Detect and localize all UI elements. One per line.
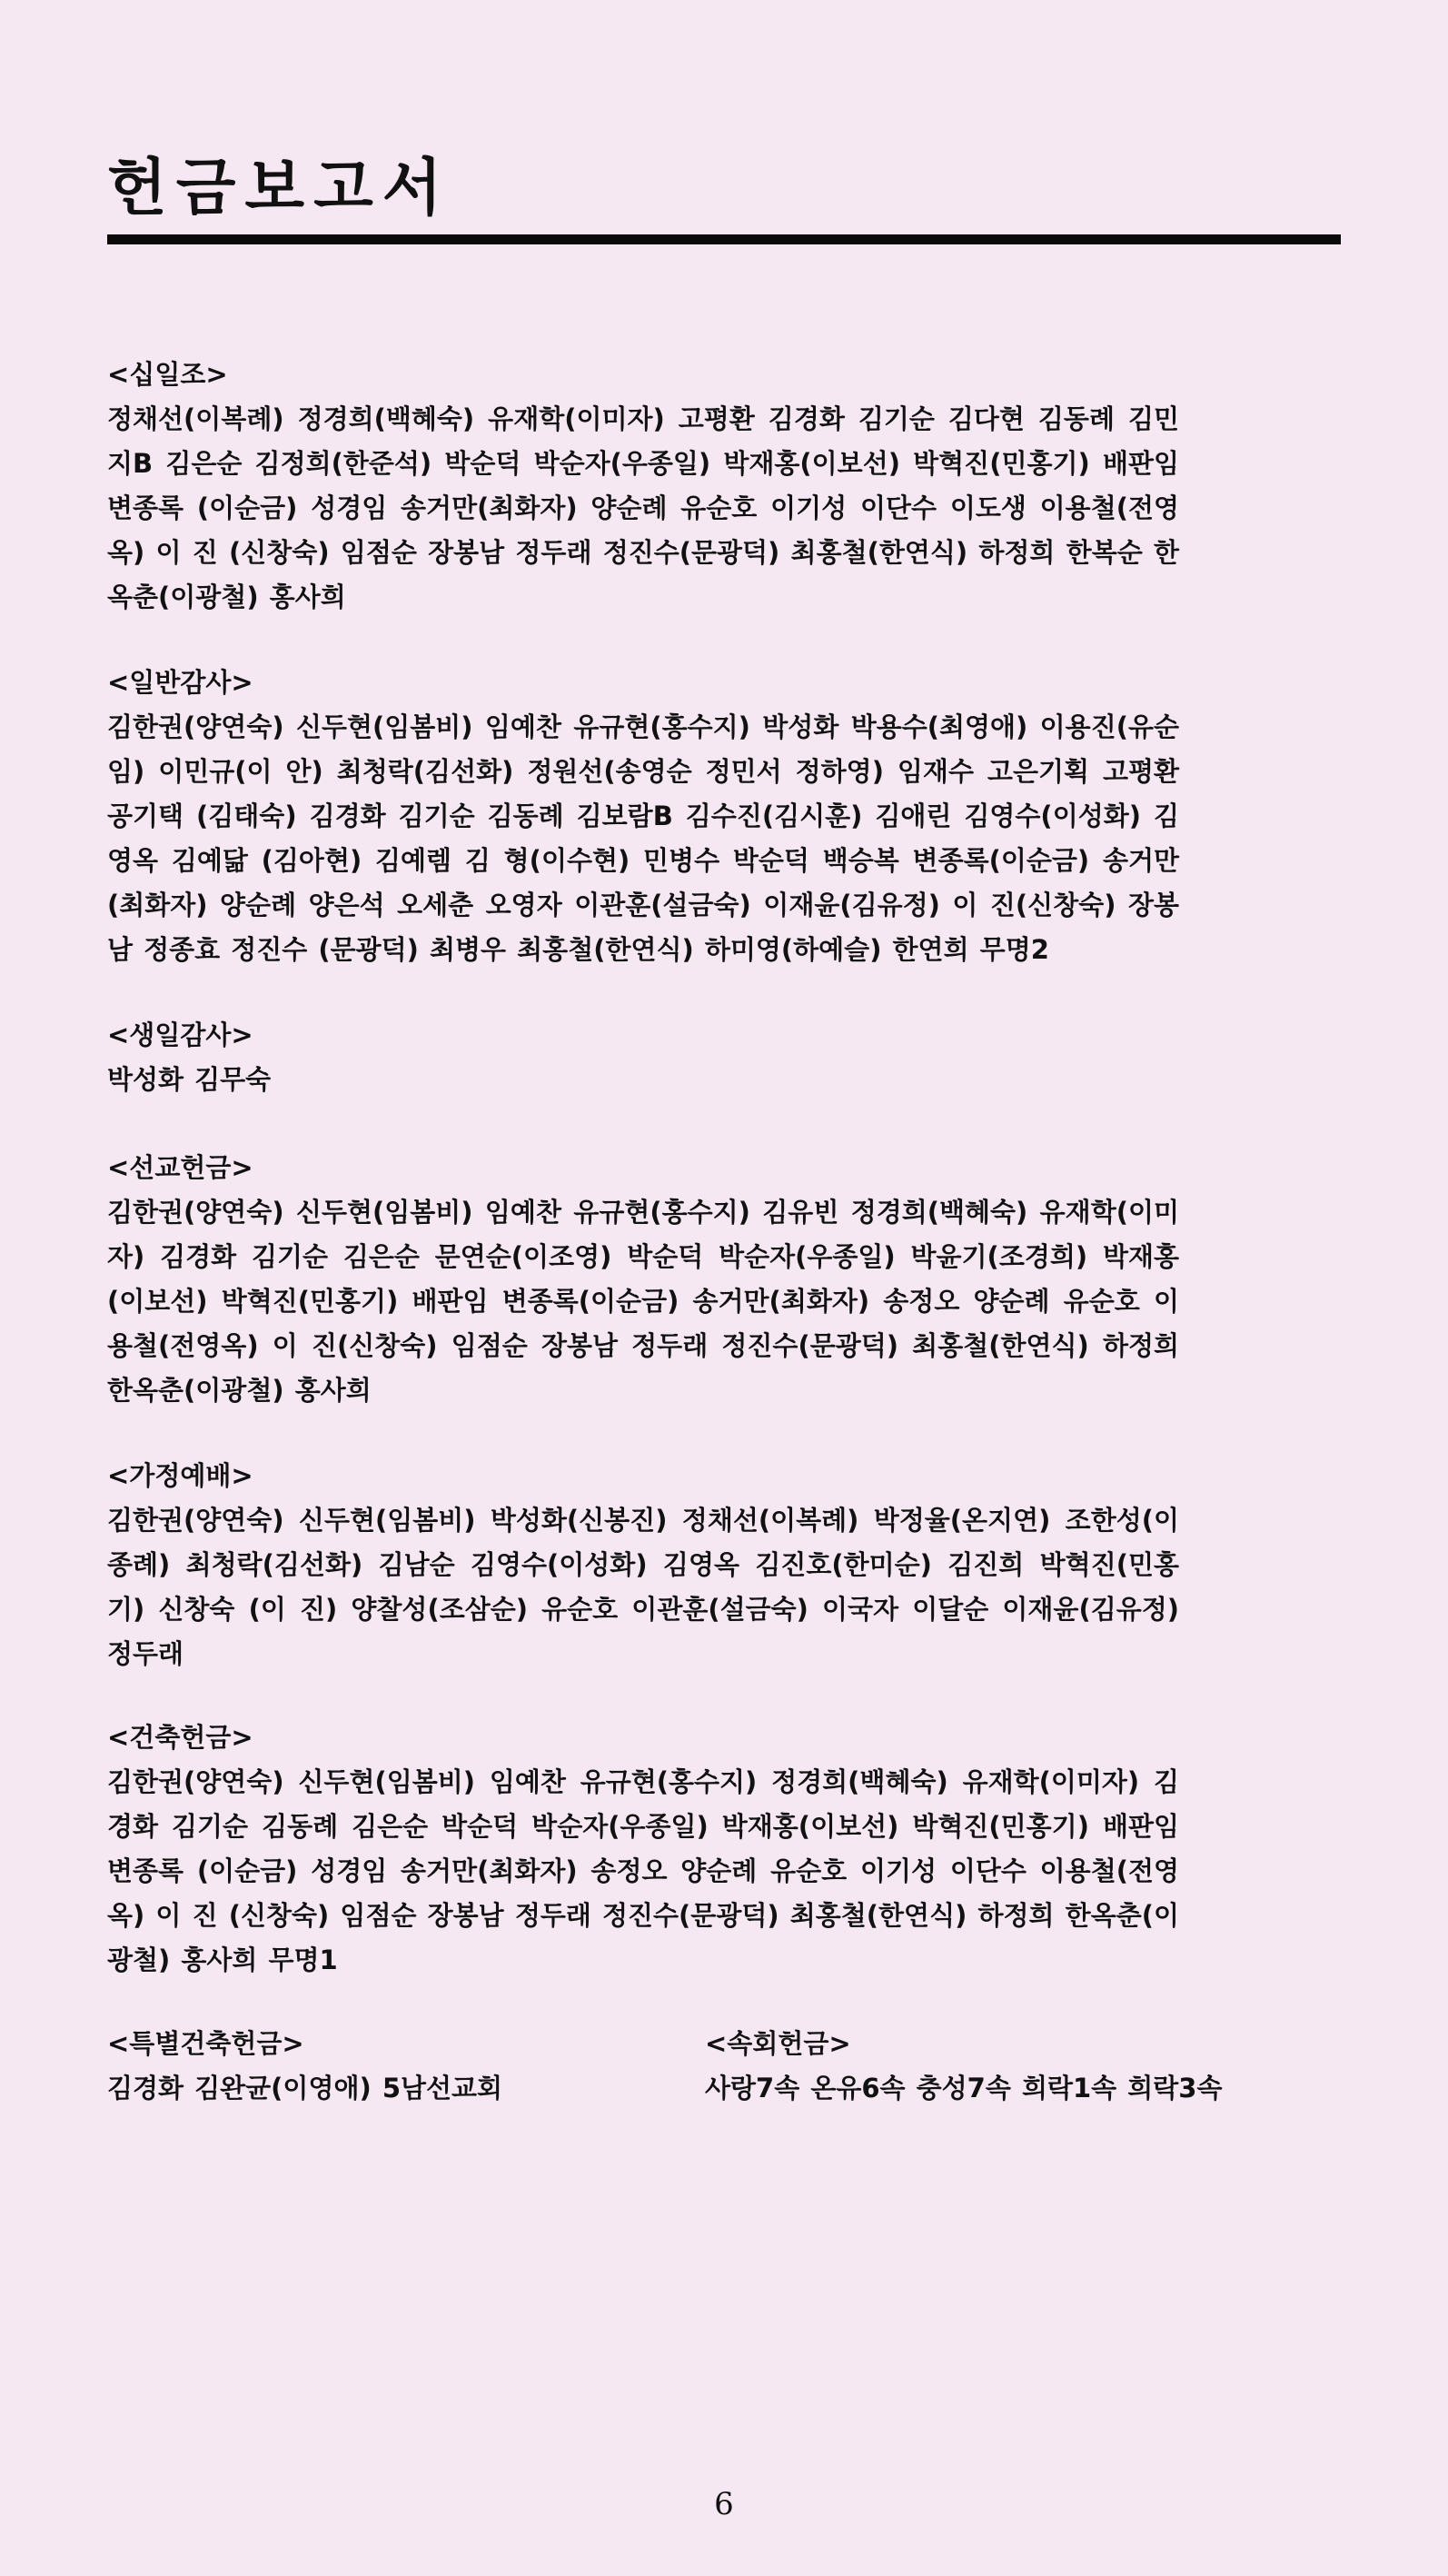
- donor-list: 김한권(양연숙) 신두현(임봄비) 임예찬 유규현(홍수지) 정경희(백혜숙) 유재학(이미자) 김경화 김기순 김동례 김은순 박순덕 박순자(우종일) 박재홍(이보선) 박혁진(민홍기) 배판임 변종록 (이순금) 성경임 송거만(최화자) 송정오 양순례 유순호 이기성 이단수 이용철(전영옥) 이 진 (신창숙) 임점순 장봉남 정두래 정진수(문광덕) 최홍철(한연식) 하정희 한옥춘(이광철) 홍사희 무명1: [107, 1766, 1179, 1975]
- section-special-building: [107, 2022, 652, 2111]
- section-heading: <일반감사>: [107, 667, 253, 698]
- section-general-thanks: [107, 661, 1179, 972]
- section-heading: <속회헌금>: [705, 2028, 851, 2059]
- donor-list: 정채선(이복례) 정경희(백혜숙) 유재학(이미자) 고평환 김경화 김기순 김다현 김동례 김민지B 김은순 김정희(한준석) 박순덕 박순자(우종일) 박재홍(이보선) 박혁진(민홍기) 배판임 변종록 (이순금) 성경임 송거만(최화자) 양순례 유순호 이기성 이단수 이도생 이용철(전영옥) 이 진 (신창숙) 임점순 장봉남 정두래 정진수(문광덕) 최홍철(한연식) 하정희 한복순 한옥춘(이광철) 홍사희: [107, 403, 1179, 612]
- section-building: [107, 1716, 1179, 1983]
- donor-list: 김한권(양연숙) 신두현(임봄비) 임예찬 유규현(홍수지) 김유빈 정경희(백혜숙) 유재학(이미자) 김경화 김기순 김은순 문연순(이조영) 박순덕 박순자(우종일) 박윤기(조경희) 박재홍(이보선) 박혁진(민홍기) 배판임 변종록(이순금) 송거만(최화자) 송정오 양순례 유순호 이용철(전영옥) 이 진(신창숙) 임점순 장봉남 정두래 정진수(문광덕) 최홍철(한연식) 하정희 한옥춘(이광철) 홍사희: [107, 1197, 1179, 1406]
- donor-list: 김한권(양연숙) 신두현(임봄비) 박성화(신봉진) 정채선(이복례) 박정율(온지연) 조한성(이종례) 최청락(김선화) 김남순 김영수(이성화) 김영옥 김진호(한미순) 김진희 박혁진(민홍기) 신창숙 (이 진) 양찰성(조삼순) 유순호 이관훈(설금숙) 이국자 이달순 이재윤(김유정) 정두래: [107, 1505, 1179, 1669]
- section-heading: <십일조>: [107, 359, 228, 390]
- section-tithe: [107, 353, 1179, 620]
- section-fellowship: [705, 2022, 1250, 2111]
- section-birthday-thanks: [107, 1013, 1179, 1102]
- title-underline: [107, 234, 1341, 244]
- section-mission: [107, 1146, 1179, 1413]
- page-number: 6: [714, 2486, 734, 2522]
- section-heading: <특별건축헌금>: [107, 2028, 304, 2059]
- donor-list: 사랑7속 온유6속 충성7속 희락1속 희락3속: [705, 2073, 1223, 2104]
- section-heading: <가정예배>: [107, 1460, 253, 1491]
- donor-list: 박성화 김무숙: [107, 1064, 272, 1095]
- section-heading: <건축헌금>: [107, 1722, 253, 1753]
- page-title: 헌금보고서: [107, 153, 451, 224]
- section-heading: <선교헌금>: [107, 1152, 253, 1183]
- section-family-worship: [107, 1454, 1179, 1676]
- section-heading: <생일감사>: [107, 1019, 253, 1050]
- donor-list: 김경화 김완균(이영애) 5남선교회: [107, 2073, 503, 2104]
- donor-list: 김한권(양연숙) 신두현(임봄비) 임예찬 유규현(홍수지) 박성화 박용수(최영애) 이용진(유순임) 이민규(이 안) 최청락(김선화) 정원선(송영순 정민서 정하영) 임재수 고은기획 고평환 공기택 (김태숙) 김경화 김기순 김동례 김보람B 김수진(김시훈) 김애린 김영수(이성화) 김영옥 김예닮 (김아현) 김예렘 김 형(이수현) 민병수 박순덕 백승복 변종록(이순금) 송거만(최화자) 양순례 양은석 오세춘 오영자 이관훈(설금숙) 이재윤(김유정) 이 진(신창숙) 장봉남 정종효 정진수 (문광덕) 최병우 최홍철(한연식) 하미영(하예슬) 한연희 무명2: [107, 711, 1179, 965]
